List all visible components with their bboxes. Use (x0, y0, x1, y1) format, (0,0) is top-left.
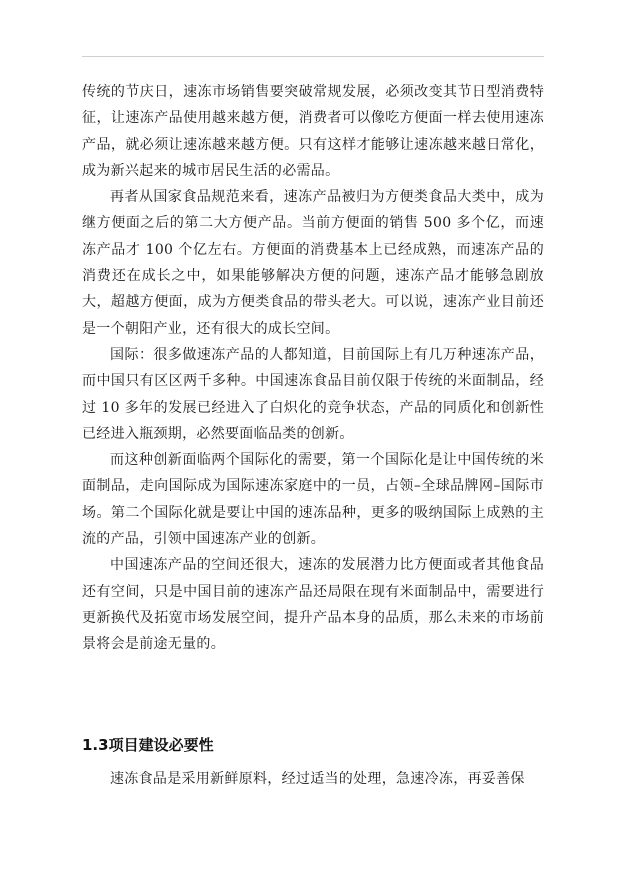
body-text (82, 79, 544, 658)
paragraph-1: 传统的节庆日，速冻市场销售要突破常规发展，必须改变其节日型消费特征，让速冻产品使用越来越方便，消费者可以像吃方便面一样去使用速冻产品，就必须让速冻越来越方便。只有这样才能够让速冻越来越日常化，成为新兴起来的城市居民生活的必需品。 (82, 84, 544, 179)
section-body (82, 766, 544, 792)
header-rule (82, 56, 544, 57)
paragraph-4: 而这种创新面临两个国际化的需要，第一个国际化是让中国传统的米面制品，走向国际成为国际速冻家庭中的一员，占领–全球品牌网–国际市场。第二个国际化就是要让中国的速冻品种，更多的吸纳国际上成熟的主流的产品，引领中国速冻产业的创新。 (82, 452, 544, 548)
paragraph-2: 再者从国家食品规范来看，速冻产品被归为方便类食品大类中，成为继方便面之后的第二大方便产品。当前方便面的销售 500 多个亿，而速冻产品才 100 个亿左右。方便面的消费基本上已经成熟，而速冻产品的消费还在成长之中，如果能够解决方便的问题，速冻产品才能够急剧放大，超越方便面，成为方便类食品的带头老大。可以说，速冻产业目前还是一个朝阳产业，还有很大的成长空间。 (82, 189, 544, 337)
section-heading: 1.3项目建设必要性 (82, 736, 214, 754)
section-paragraph: 速冻食品是采用新鲜原料，经过适当的处理，急速冷冻，再妥善保 (110, 771, 525, 787)
paragraph-3: 国际：很多做速冻产品的人都知道，目前国际上有几万种速冻产品，而中国只有区区两千多种。中国速冻食品目前仅限于传统的米面制品，经过 10 多年的发展已经进入了白炽化的竞争状态，产品的同质化和创新性已经进入瓶颈期，必然要面临品类的创新。 (82, 346, 544, 442)
paragraph-5: 中国速冻产品的空间还很大，速冻的发展潜力比方便面或者其他食品还有空间，只是中国目前的速冻产品还局限在现有米面制品中，需要进行更新换代及拓宽市场发展空间，提升产品本身的品质，那么未来的市场前景将会是前途无量的。 (82, 557, 544, 653)
